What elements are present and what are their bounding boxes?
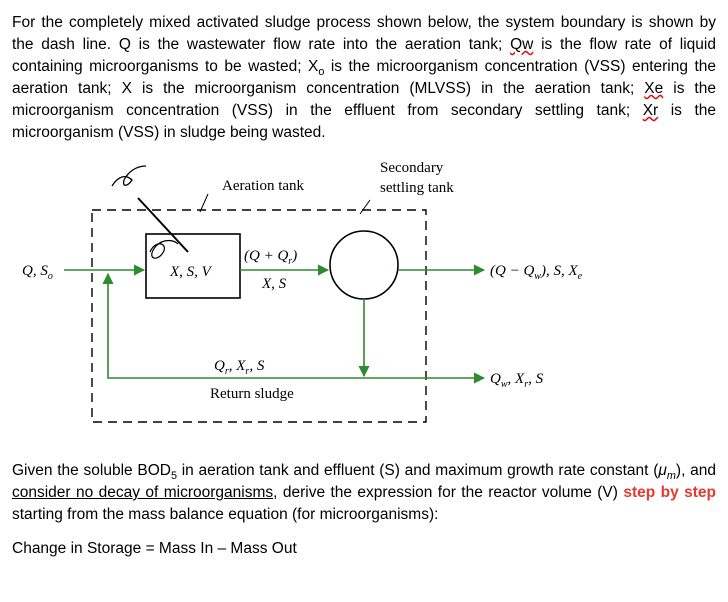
question-text bbox=[12, 460, 716, 526]
inflow-label: Q, $S_o$ bbox=[22, 263, 53, 282]
xr-symbol: Xr bbox=[642, 102, 659, 119]
question-text-4: , derive the expression for the reactor volume (V) bbox=[273, 484, 624, 501]
handwritten-scribble bbox=[112, 166, 146, 186]
tank-outflow-label: $(Q + Q_r)$ bbox=[244, 248, 298, 267]
aeration-tank-label: Aeration tank bbox=[222, 178, 305, 194]
intro-text-3: is the microorganism concentration (VSS) entering the aeration tank; X is the microorganism concentration (MLVSS) in the aeration tank; bbox=[12, 58, 716, 97]
intro-text-5: is the microorganism (VSS) in sludge being wasted. bbox=[12, 102, 716, 141]
settling-tank-label-1: Secondary bbox=[380, 160, 444, 176]
step-by-step-emphasis: step by step bbox=[623, 484, 716, 501]
mixer-icon bbox=[150, 241, 178, 259]
settling-leader-line bbox=[360, 200, 370, 214]
settling-tank bbox=[330, 231, 398, 299]
question-text-1: Given the soluble BOD bbox=[12, 462, 171, 479]
intro-text-2: is the flow rate of liquid containing microorganisms to be wasted; X bbox=[12, 36, 716, 75]
qw-symbol: Qw bbox=[510, 36, 534, 53]
xo-subscript: o bbox=[318, 66, 325, 79]
intro-text-4: is the microorganism concentration (VSS) in the effluent from secondary settling tank; bbox=[12, 80, 716, 119]
tank-outflow-concentrations: X, S bbox=[262, 276, 287, 292]
mu-subscript: m bbox=[666, 470, 676, 483]
aeration-tank-contents: X, S, V bbox=[170, 264, 211, 280]
settling-tank-label-2: settling tank bbox=[380, 180, 454, 196]
xe-symbol: Xe bbox=[644, 80, 664, 97]
question-text-2: in aeration tank and effluent (S) and maximum growth rate constant ( bbox=[177, 462, 659, 479]
waste-sludge-label: $Q_w$, $X_r$, S bbox=[490, 371, 544, 390]
question-text-3: ), and bbox=[675, 462, 716, 479]
effluent-label: $(Q - Q_w)$, S, $X_e$ bbox=[490, 263, 583, 282]
mu-symbol: μ bbox=[658, 462, 667, 479]
bod-subscript: 5 bbox=[170, 470, 177, 483]
question-text-5: starting from the mass balance equation (for microorganisms): bbox=[12, 506, 439, 523]
return-flow-label: $Q_r$, $X_r$, S bbox=[214, 358, 265, 377]
intro-text-1: For the completely mixed activated sludge process shown below, the system boundary is shown by the dash line. Q is the wastewater flow rate into the aeration tank; bbox=[12, 14, 716, 53]
no-decay-phrase: consider no decay of microorganisms bbox=[12, 484, 274, 501]
mass-balance-equation: Change in Storage = Mass In – Mass Out bbox=[12, 540, 297, 557]
return-sludge-label: Return sludge bbox=[210, 386, 294, 402]
